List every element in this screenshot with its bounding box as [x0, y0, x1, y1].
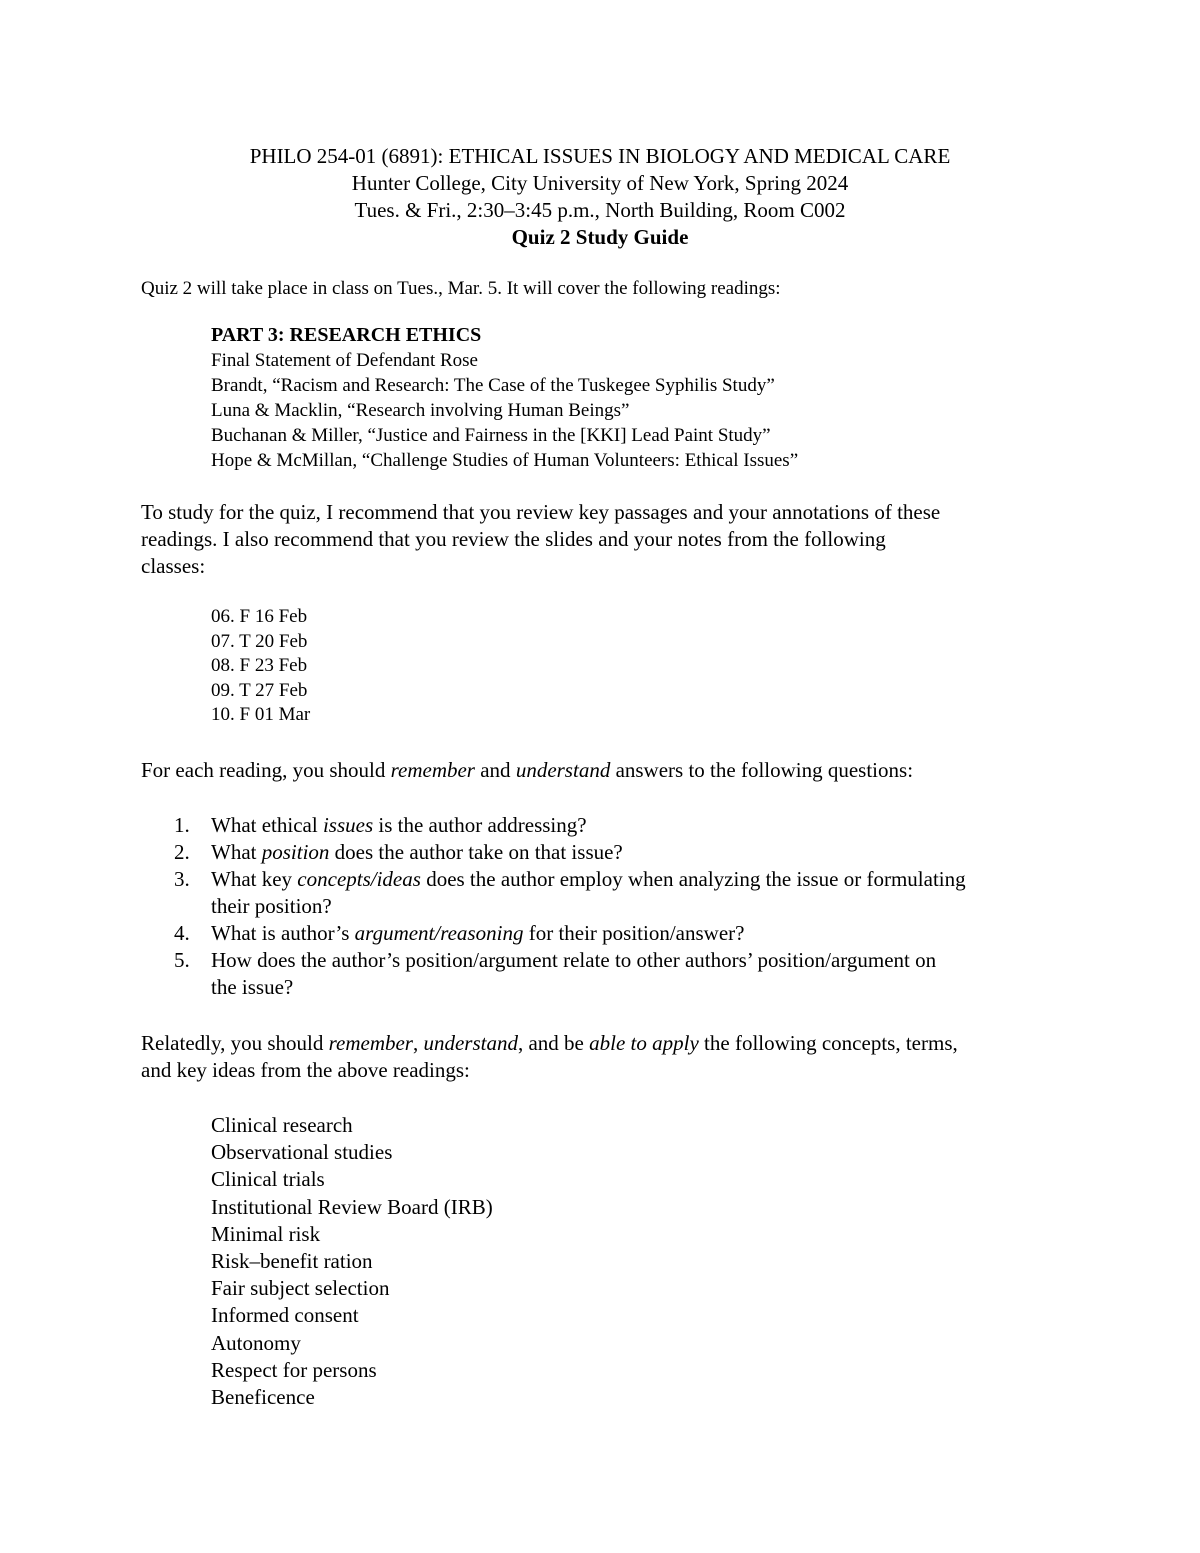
term-item: Beneficence	[211, 1385, 315, 1410]
study-paragraph	[141, 499, 1081, 580]
term-item: Fair subject selection	[211, 1276, 390, 1301]
question-item: 1. What ethical issues is the author addressing?	[174, 813, 587, 837]
question-number: 1.	[174, 813, 190, 837]
question-number: 2.	[174, 840, 190, 864]
question-number: 3.	[174, 867, 190, 891]
question-item: 5. How does the author’s position/argument relate to other authors’ position/argument on the issue?	[174, 948, 937, 999]
class-item: 08. F 23 Feb	[211, 655, 308, 676]
term-item: Risk–benefit ration	[211, 1249, 373, 1274]
schedule-line: Tues. & Fri., 2:30–3:45 p.m., North Building, Room C002	[354, 198, 846, 222]
questions-list	[141, 812, 1081, 1001]
part-title: PART 3: RESEARCH ETHICS	[211, 324, 482, 346]
question-item: 3. What key concepts/ideas does the author employ when analyzing the issue or formulating their position?	[174, 867, 966, 918]
college-line: Hunter College, City University of New York, Spring 2024	[351, 171, 849, 195]
reading-item: Brandt, “Racism and Research: The Case of the Tuskegee Syphilis Study”	[211, 375, 775, 396]
term-item: Informed consent	[211, 1303, 359, 1328]
reading-item: Luna & Macklin, “Research involving Human Beings”	[211, 400, 630, 421]
class-item: 09. T 27 Feb	[211, 679, 308, 701]
term-item: Clinical research	[211, 1113, 353, 1137]
emphasis-remember: remember	[390, 758, 475, 782]
intro-paragraph: Quiz 2 will take place in class on Tues., Mar. 5. It will cover the following readings:	[141, 278, 781, 299]
reading-item: Buchanan & Miller, “Justice and Fairness in the [KKI] Lead Paint Study”	[211, 425, 771, 446]
question-item: 2. What position does the author take on that issue?	[174, 840, 623, 864]
term-item: Clinical trials	[211, 1167, 325, 1192]
class-item: 06. F 16 Feb	[211, 606, 308, 627]
question-item: 4. What is author’s argument/reasoning for their position/answer?	[174, 921, 745, 945]
term-item: Autonomy	[211, 1330, 301, 1355]
term-item: Minimal risk	[211, 1221, 321, 1246]
study-line: readings. I also recommend that you review the slides and your notes from the following	[141, 527, 886, 551]
quiz-title: Quiz 2 Study Guide	[511, 225, 689, 249]
related-paragraph: Relatedly, you should remember, understand, and be able to apply the following concepts, terms, and key ideas from the above readings:	[141, 1031, 958, 1082]
class-item: 07. T 20 Feb	[211, 630, 308, 652]
class-item: 10. F 01 Mar	[211, 704, 311, 725]
term-item: Observational studies	[211, 1140, 393, 1165]
readings-list	[211, 323, 798, 473]
terms-list	[211, 1112, 493, 1411]
reading-item: Hope & McMillan, “Challenge Studies of Human Volunteers: Ethical Issues”	[211, 450, 799, 471]
course-title: PHILO 254-01 (6891): ETHICAL ISSUES IN BIOLOGY AND MEDICAL CARE	[249, 144, 951, 168]
question-number: 4.	[174, 921, 190, 945]
classes-list	[211, 605, 310, 728]
study-line: To study for the quiz, I recommend that you review key passages and your annotations of these	[141, 500, 941, 524]
term-item: Respect for persons	[211, 1357, 377, 1382]
document-header	[0, 143, 1200, 251]
emphasis-understand: understand	[515, 758, 611, 782]
question-number: 5.	[174, 948, 190, 972]
term-item: Institutional Review Board (IRB)	[211, 1194, 493, 1219]
reading-item: Final Statement of Defendant Rose	[211, 350, 478, 371]
study-line: classes:	[141, 554, 206, 578]
questions-intro: For each reading, you should remember and understand answers to the following questions:	[141, 758, 914, 782]
